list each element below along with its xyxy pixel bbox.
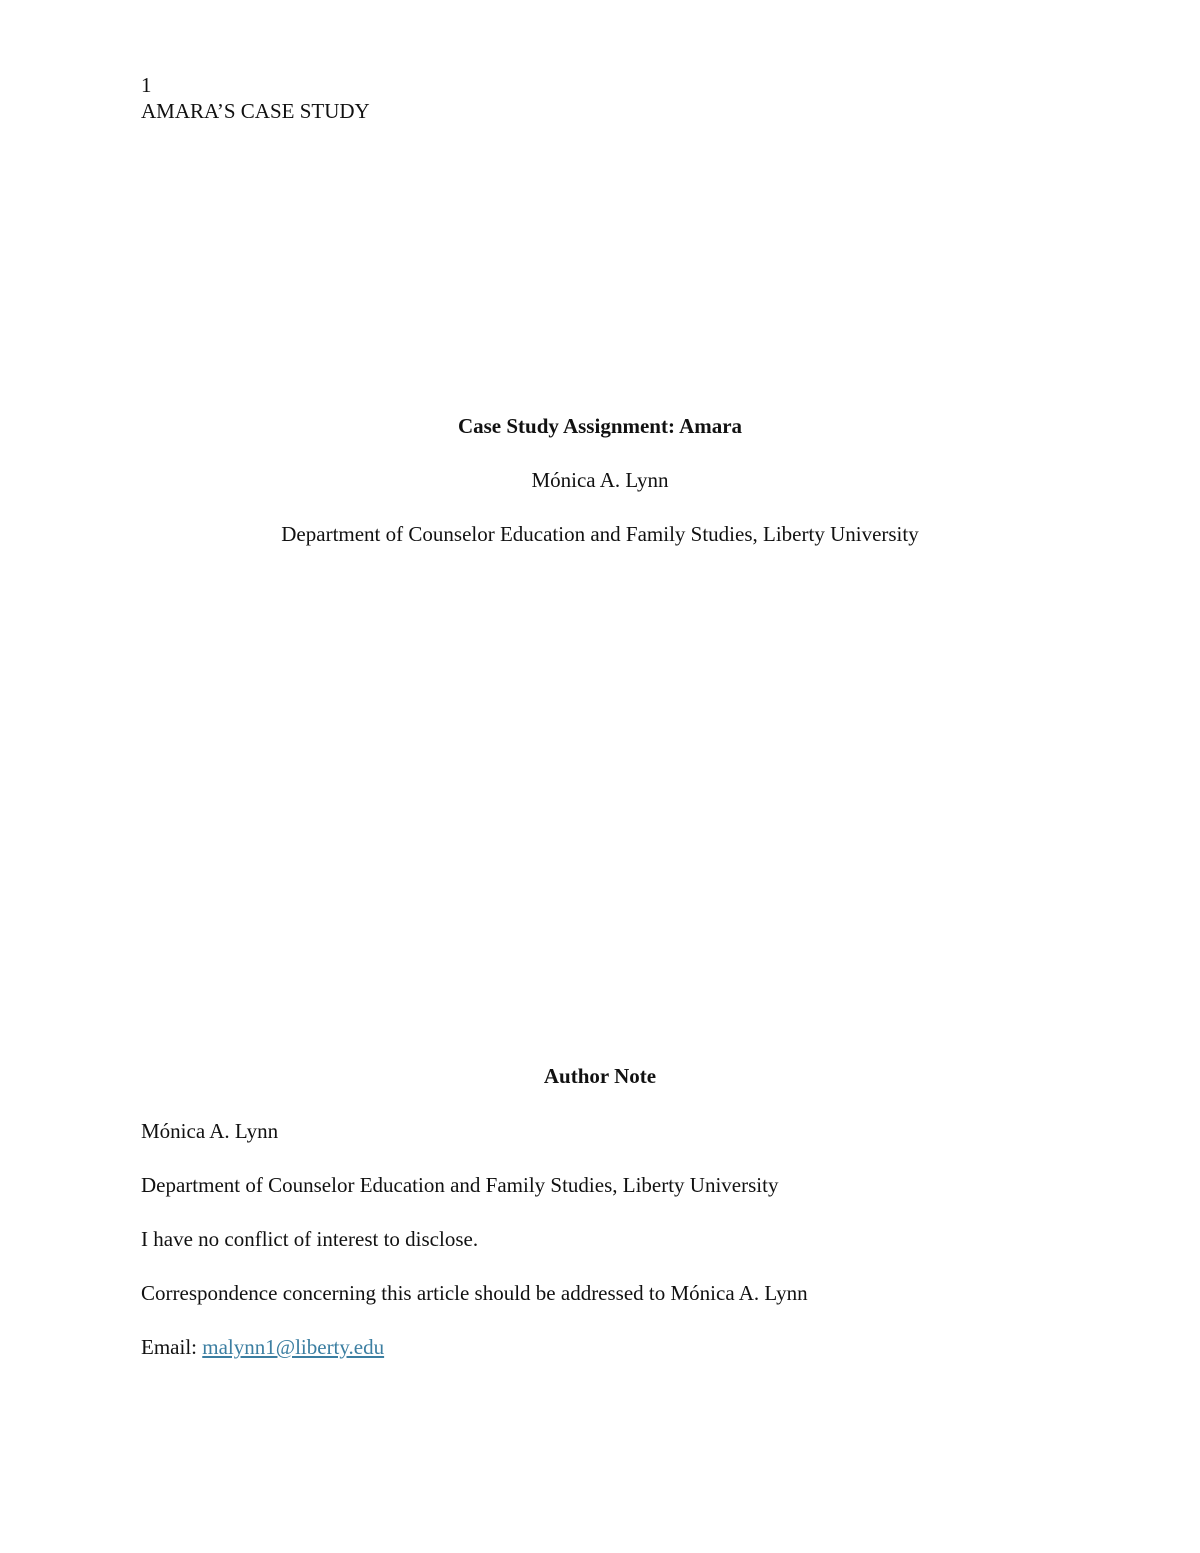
page-header bbox=[141, 72, 370, 124]
author-note-affiliation: Department of Counselor Education and Family Studies, Liberty University bbox=[141, 1173, 779, 1197]
running-head: AMARA’S CASE STUDY bbox=[141, 99, 370, 123]
page-number: 1 bbox=[141, 73, 152, 97]
author-note-name: Mónica A. Lynn bbox=[141, 1119, 279, 1143]
conflict-disclosure: I have no conflict of interest to disclose. bbox=[141, 1227, 479, 1251]
title-block bbox=[0, 410, 1200, 572]
author-note-heading: Author Note bbox=[543, 1064, 657, 1088]
author-affiliation: Department of Counselor Education and Family Studies, Liberty University bbox=[281, 522, 919, 546]
author-name: Mónica A. Lynn bbox=[531, 468, 669, 492]
email-link[interactable]: malynn1@liberty.edu bbox=[202, 1335, 385, 1359]
email-line bbox=[141, 1331, 808, 1385]
author-note-body bbox=[141, 1115, 808, 1385]
paper-title: Case Study Assignment: Amara bbox=[457, 414, 743, 438]
correspondence-statement: Correspondence concerning this article should be addressed to Mónica A. Lynn bbox=[141, 1281, 808, 1305]
email-label: Email: bbox=[141, 1335, 203, 1359]
